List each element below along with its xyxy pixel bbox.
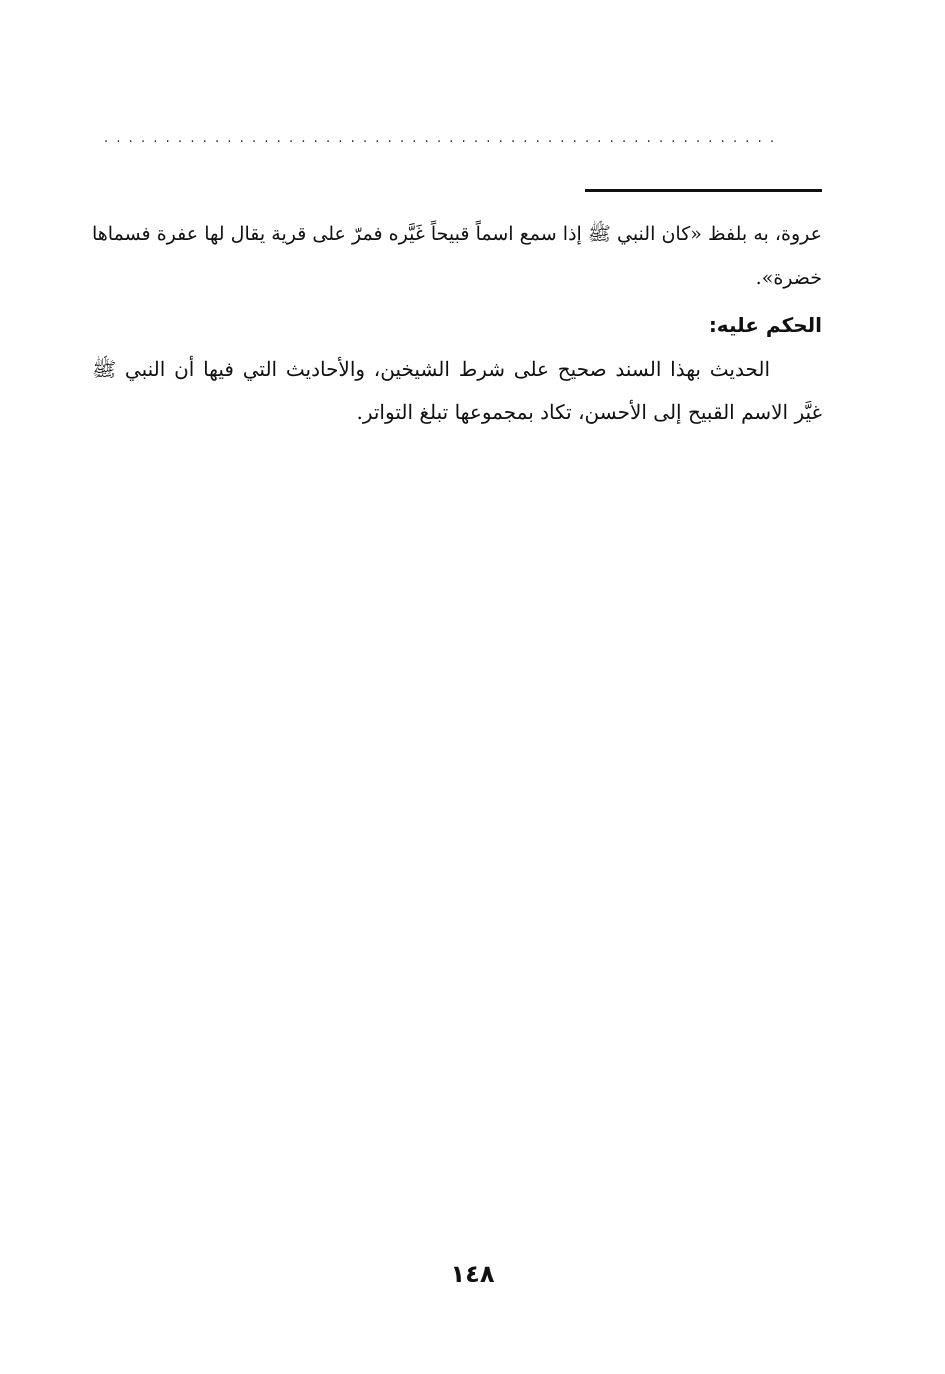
body-paragraph: الحديث بهذا السند صحيح على شرط الشيخين، والأحاديث التي فيها أن النبي ﷺ غيَّر الاسم القبيح إلى الأحسن، تكاد بمجموعها تبلغ التواتر. xyxy=(92,357,822,424)
footnote-text: عروة، به بلفظ «كان النبي ﷺ إذا سمع اسماً قبيحاً غَيَّره فمرّ على قرية يقال لها عفرة فسماها خضرة». xyxy=(92,223,822,289)
footnote-divider xyxy=(585,189,822,192)
dotted-separator: ....................................................... xyxy=(104,134,783,144)
page-number: ١٤٨ xyxy=(450,1260,495,1288)
section-heading: الحكم عليه: xyxy=(708,313,822,337)
